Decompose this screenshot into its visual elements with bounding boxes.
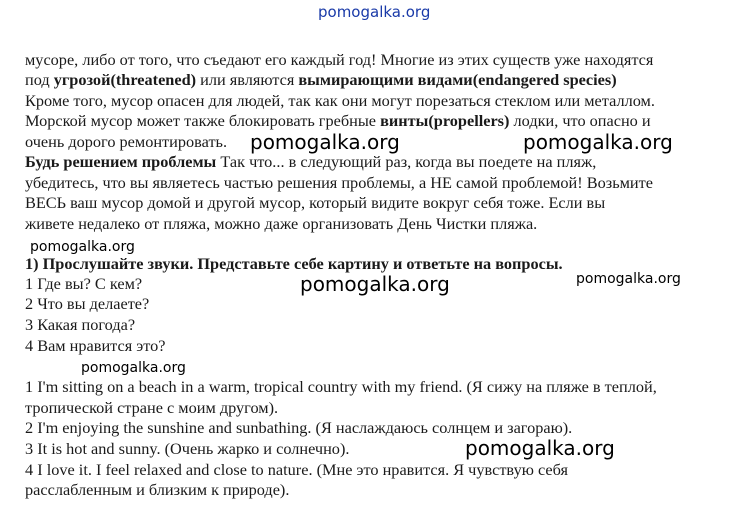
watermark: pomogalka.org — [523, 130, 673, 154]
text-line: убедитесь, что вы являетесь частью решения проблемы, а НЕ самой проблемой! Возьмите — [25, 173, 653, 192]
text-line: Будь решением проблемы Так что... в следующий раз, когда вы поедете на пляж, — [25, 152, 597, 171]
watermark: pomogalka.org — [300, 272, 450, 296]
bold-term: винты(propellers) — [380, 111, 510, 130]
question: 3 Какая погода? — [25, 315, 136, 334]
answer: 3 It is hot and sunny. (Очень жарко и солнечно). — [25, 439, 350, 458]
question: 1 Где вы? С кем? — [25, 274, 143, 293]
answer: 2 I'm enjoying the sunshine and sunbathing. (Я наслаждаюсь солнцем и загораю). — [25, 418, 573, 437]
question: 2 Что вы делаете? — [25, 294, 150, 313]
text-line: под угрозой(threatened) или являются вымирающими видами(endangered species) — [25, 70, 617, 89]
question: 4 Вам нравится это? — [25, 336, 166, 355]
answer: 1 I'm sitting on a beach in a warm, tropical country with my friend. (Я сижу на пляже в теплой, — [25, 377, 657, 396]
watermark: pomogalka.org — [30, 239, 135, 255]
answer: расслабленным и близким к природе). — [25, 480, 290, 499]
watermark: pomogalka.org — [250, 130, 400, 154]
section-heading: Будь решением проблемы — [25, 152, 217, 171]
answer: тропической стране с моим другом). — [25, 398, 279, 417]
watermark: pomogalka.org — [81, 360, 186, 376]
text-line: ВЕСЬ ваш мусор домой и другой мусор, который видите вокруг себя тоже. Если вы — [25, 193, 606, 212]
text-line: Морской мусор может также блокировать гребные винты(propellers) лодки, что опасно и — [25, 111, 651, 130]
watermark: pomogalka.org — [576, 271, 681, 287]
answer: 4 I love it. I feel relaxed and close to nature. (Мне это нравится. Я чувствую себя — [25, 460, 568, 479]
text-line: Кроме того, мусор опасен для людей, так как они могут порезаться стеклом или металлом. — [25, 91, 655, 110]
bold-term: вымирающими видами(endangered species) — [298, 70, 617, 89]
text-line: очень дорого ремонтировать. — [25, 132, 228, 151]
text-line: мусоре, либо от того, что съедают его каждый год! Многие из этих существ уже находятся — [25, 50, 654, 69]
text-line: живете недалеко от пляжа, можно даже организовать День Чистки пляжа. — [25, 214, 538, 233]
watermark: pomogalka.org — [465, 436, 615, 460]
watermark-top: pomogalka.org — [318, 3, 431, 21]
bold-term: угрозой(threatened) — [53, 70, 197, 89]
task-title: 1) Прослушайте звуки. Представьте себе картину и ответьте на вопросы. — [25, 254, 563, 273]
